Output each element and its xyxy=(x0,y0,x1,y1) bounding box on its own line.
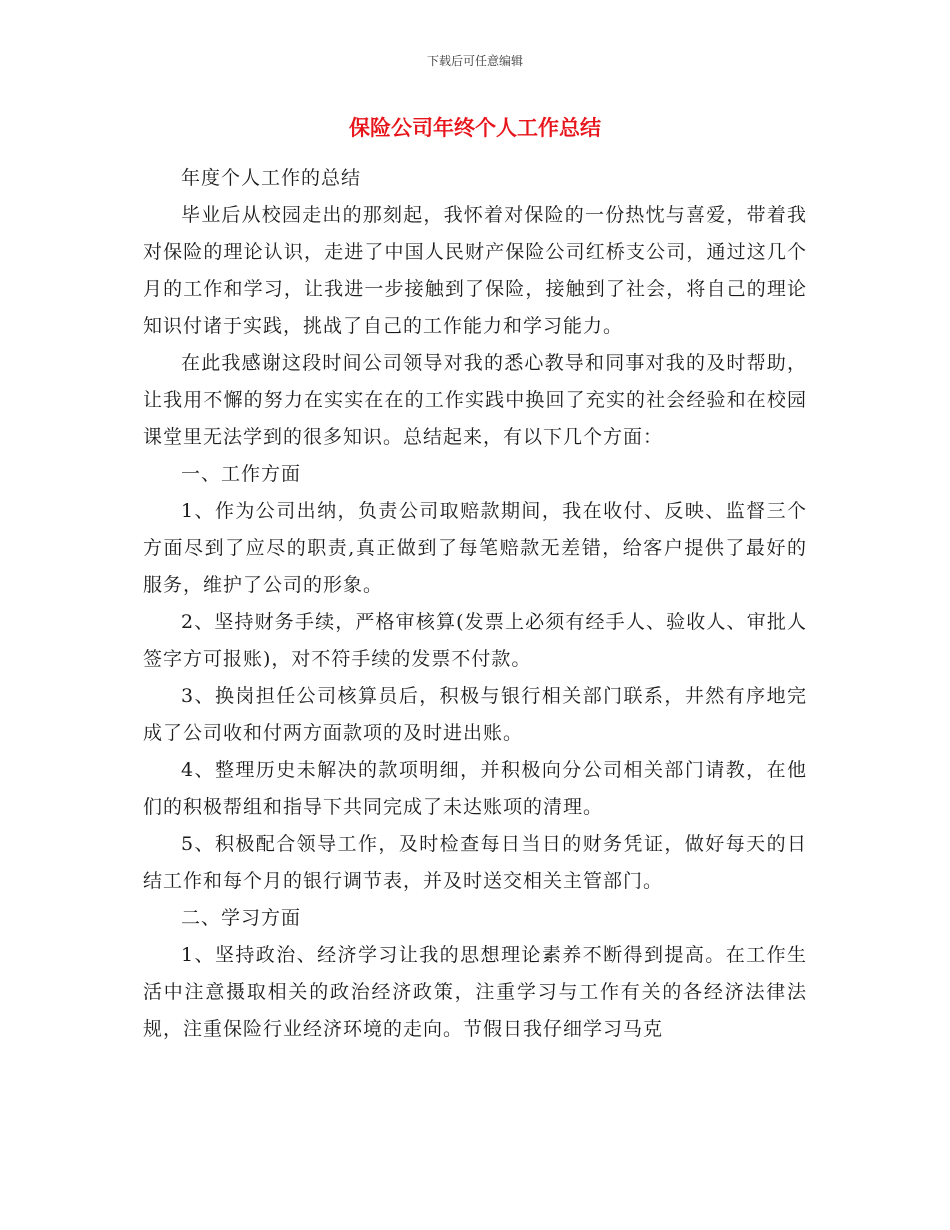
paragraph: 年度个人工作的总结 xyxy=(181,167,362,189)
paragraph: 3、换岗担任公司核算员后，积极与银行相关部门联系，井然有序地完成了公司收和付两方面款项的及时进出账。 xyxy=(143,685,807,744)
paragraph: 在此我感谢这段时间公司领导对我的悉心教导和同事对我的及时帮助，让我用不懈的努力在实实在在的工作实践中换回了充实的社会经验和在校园课堂里无法学到的很多知识。总结起来，有以下几个方面： xyxy=(143,352,807,448)
paragraph: 2、坚持财务手续，严格审核算(发票上必须有经手人、验收人、审批人签字方可报账)，对不符手续的发票不付款。 xyxy=(143,611,807,670)
document-body xyxy=(143,160,807,1048)
document-title: 保险公司年终个人工作总结 xyxy=(349,116,601,140)
paragraph: 4、整理历史未解决的款项明细，并积极向分公司相关部门请教，在他们的积极帮组和指导下共同完成了未达账项的清理。 xyxy=(143,759,807,818)
paragraph: 毕业后从校园走出的那刻起，我怀着对保险的一份热忱与喜爱，带着我对保险的理论认识，走进了中国人民财产保险公司红桥支公司，通过这几个月的工作和学习，让我进一步接触到了保险，接触到了社会，将自己的理论知识付诸于实践，挑战了自己的工作能力和学习能力。 xyxy=(143,204,807,337)
paragraph: 1、坚持政治、经济学习让我的思想理论素养不断得到提高。在工作生活中注意摄取相关的政治经济政策，注重学习与工作有关的各经济法律法规，注重保险行业经济环境的走向。节假日我仔细学习马克 xyxy=(143,944,807,1040)
paragraph: 1、作为公司出纳，负责公司取赔款期间，我在收付、反映、监督三个方面尽到了应尽的职责,真正做到了每笔赔款无差错，给客户提供了最好的服务，维护了公司的形象。 xyxy=(143,500,807,596)
page-header: 下载后可任意编辑 xyxy=(426,54,523,68)
section-heading: 二、学习方面 xyxy=(181,907,302,929)
paragraph: 5、积极配合领导工作，及时检查每日当日的财务凭证，做好每天的日结工作和每个月的银行调节表，并及时送交相关主管部门。 xyxy=(143,833,807,892)
section-heading: 一、工作方面 xyxy=(181,463,302,485)
